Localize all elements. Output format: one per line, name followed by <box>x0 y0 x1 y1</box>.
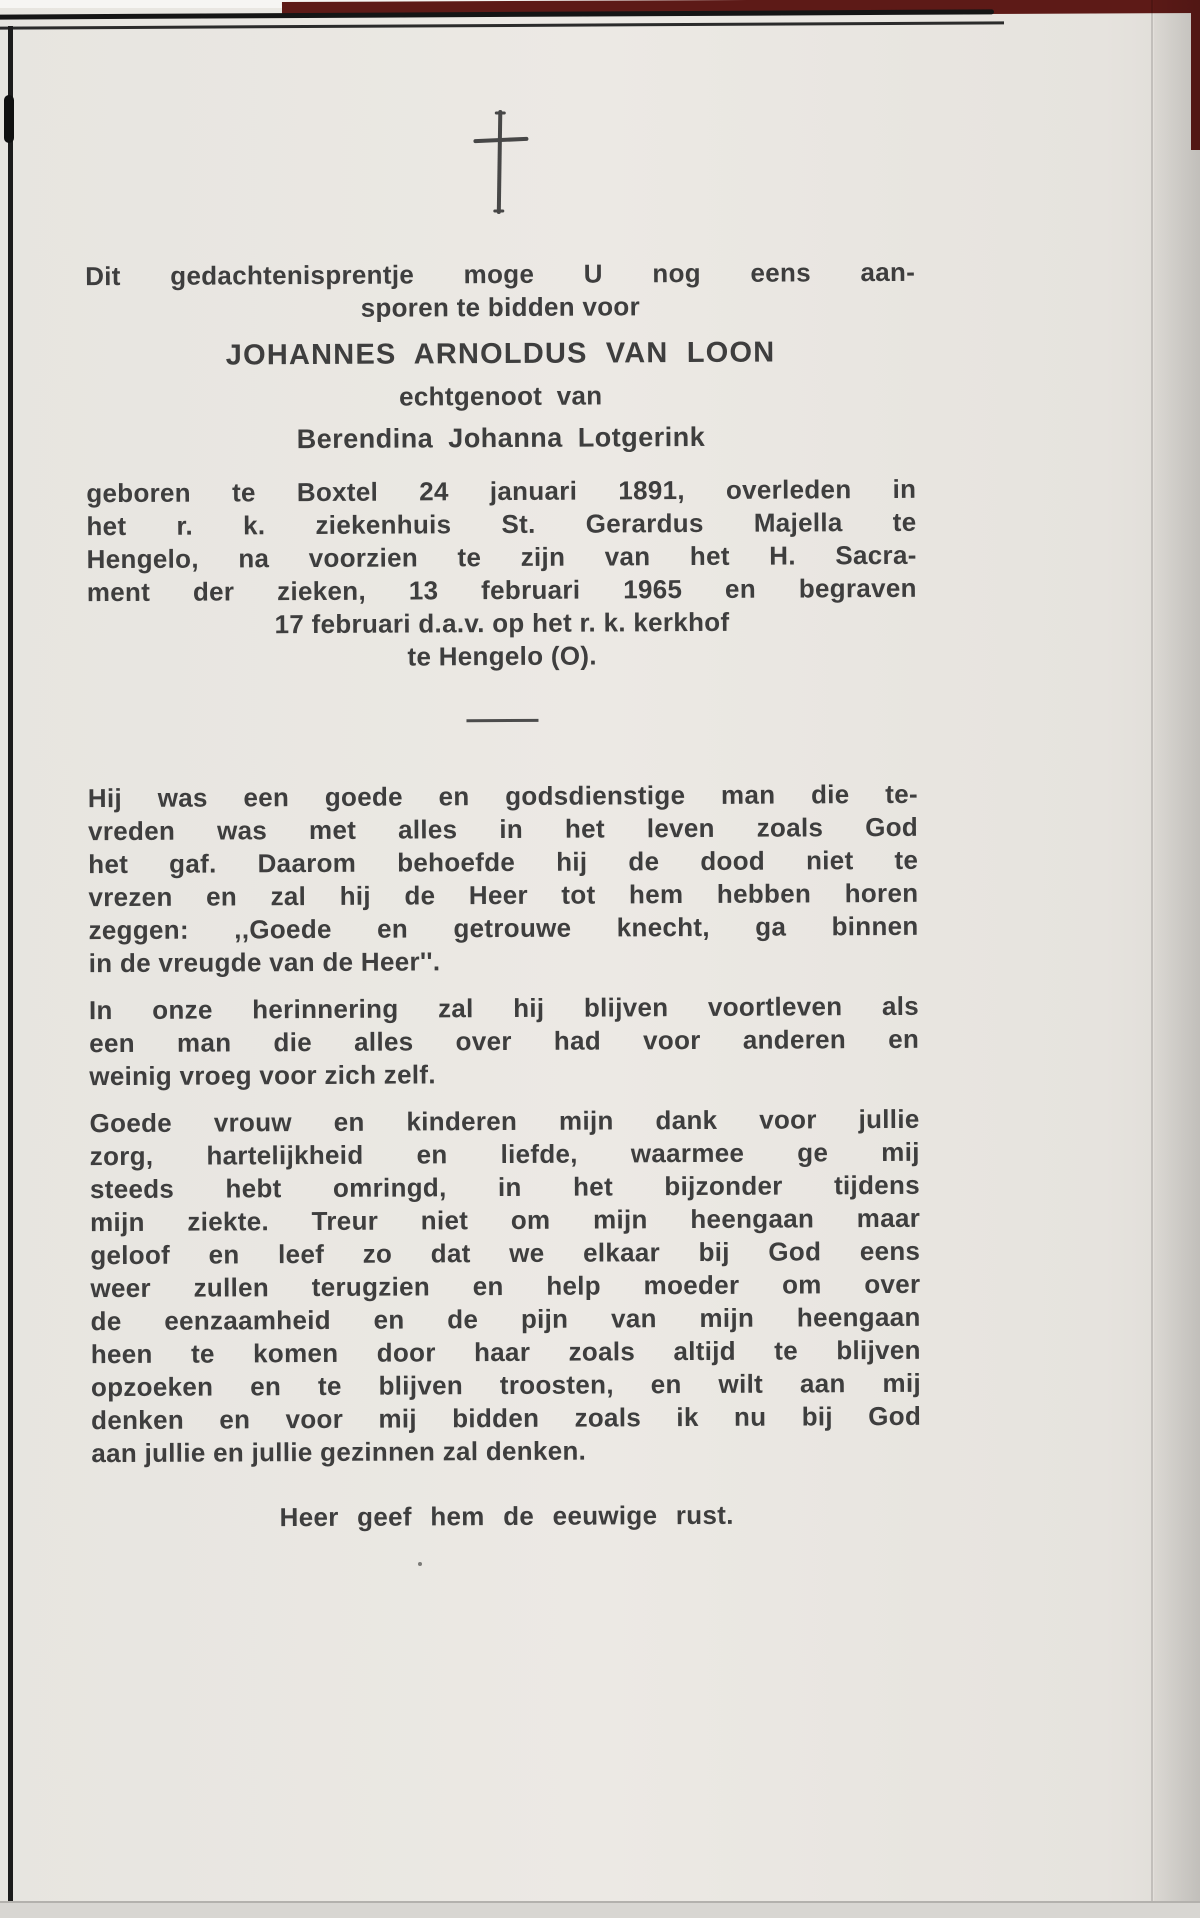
closing-prayer: Heer geef hem de eeuwige rust. <box>279 1499 734 1533</box>
intro-text <box>85 256 915 326</box>
biography-line: 17 februari d.a.v. op het r. k. kerkhof <box>274 606 730 640</box>
paragraph-line: vreden was met alles in het leven zoals God <box>87 811 919 847</box>
paragraph-line: vrezen en zal hij de Heer tot hem hebben horen <box>88 877 919 913</box>
paragraph-line: In onze herinnering zal hij blijven voortleven als <box>88 990 920 1026</box>
paragraph-farewell <box>89 1103 921 1470</box>
paragraph-line: heen te komen door haar zoals altijd te blijven <box>90 1334 921 1370</box>
scan-artifact-right-rule <box>1151 0 1153 1918</box>
paragraph-line: steeds hebt omringd, in het bijzonder tijdens <box>89 1169 920 1205</box>
scan-artifact-right-band <box>1154 0 1200 1918</box>
scan-artifact-bottom-band <box>0 1903 1200 1918</box>
spouse-name: Berendina Johanna Lotgerink <box>296 421 706 455</box>
section-divider <box>466 719 538 722</box>
biography-line: te Hengelo (O). <box>407 640 597 672</box>
scan-artifact-speck <box>418 1562 422 1566</box>
paragraph-eulogy <box>88 778 919 980</box>
biography-line: geboren te Boxtel 24 januari 1891, overleden in <box>86 473 917 509</box>
paragraph-line: geloof en leef zo dat we elkaar bij God eens <box>90 1235 921 1271</box>
memorial-card <box>84 106 921 1535</box>
deceased-name: JOHANNES ARNOLDUS VAN LOON <box>225 336 776 372</box>
paragraph-line: in de vreugde van de Heer''. <box>88 946 441 979</box>
biography-line: ment der zieken, 13 februari 1965 en begraven <box>86 572 917 608</box>
biography-line: Hengelo, na voorzien te zijn van het H. Sacra- <box>86 539 917 575</box>
paragraph-line: Hij was een goede en godsdienstige man die te- <box>87 778 918 814</box>
cross-icon <box>439 108 560 217</box>
paragraph-remembrance <box>89 990 920 1093</box>
paragraph-line: zeggen: ,,Goede en getrouwe knecht, ga binnen <box>88 910 919 946</box>
paragraph-line: aan jullie en jullie gezinnen zal denken. <box>91 1435 587 1469</box>
paragraph-line: opzoeken en te blijven troosten, en wilt aan mij <box>90 1367 922 1403</box>
paragraph-line: denken en voor mij bidden zoals ik nu bij God <box>91 1400 922 1436</box>
biography-line: het r. k. ziekenhuis St. Gerardus Majella te <box>86 506 917 542</box>
scan-artifact-left-edge <box>8 26 13 1918</box>
intro-line: Dit gedachtenisprentje moge U nog eens aan- <box>85 256 916 292</box>
spouse-label: echtgenoot van <box>399 380 603 412</box>
paragraph-line: weinig vroeg voor zich zelf. <box>89 1059 436 1092</box>
cross-wrap <box>84 106 915 226</box>
paragraph-line: een man die alles over had voor anderen en <box>89 1023 920 1059</box>
scan-artifact-top-rule-2 <box>0 21 1004 29</box>
intro-line: sporen te bidden voor <box>360 291 641 323</box>
paragraph-line: de eenzaamheid en de pijn van mijn heengaan <box>90 1301 921 1337</box>
paragraph-line: weer zullen terugzien en help moeder om over <box>90 1268 921 1304</box>
paragraph-line: Goede vrouw en kinderen mijn dank voor jullie <box>89 1103 920 1139</box>
scan-artifact-left-mark <box>4 95 14 143</box>
paragraph-line: zorg, hartelijkheid en liefde, waarmee ge mij <box>89 1136 920 1172</box>
biography <box>86 473 917 675</box>
paragraph-line: het gaf. Daarom behoefde hij de dood niet te <box>88 844 919 880</box>
paragraph-line: mijn ziekte. Treur niet om mijn heengaan maar <box>90 1202 921 1238</box>
